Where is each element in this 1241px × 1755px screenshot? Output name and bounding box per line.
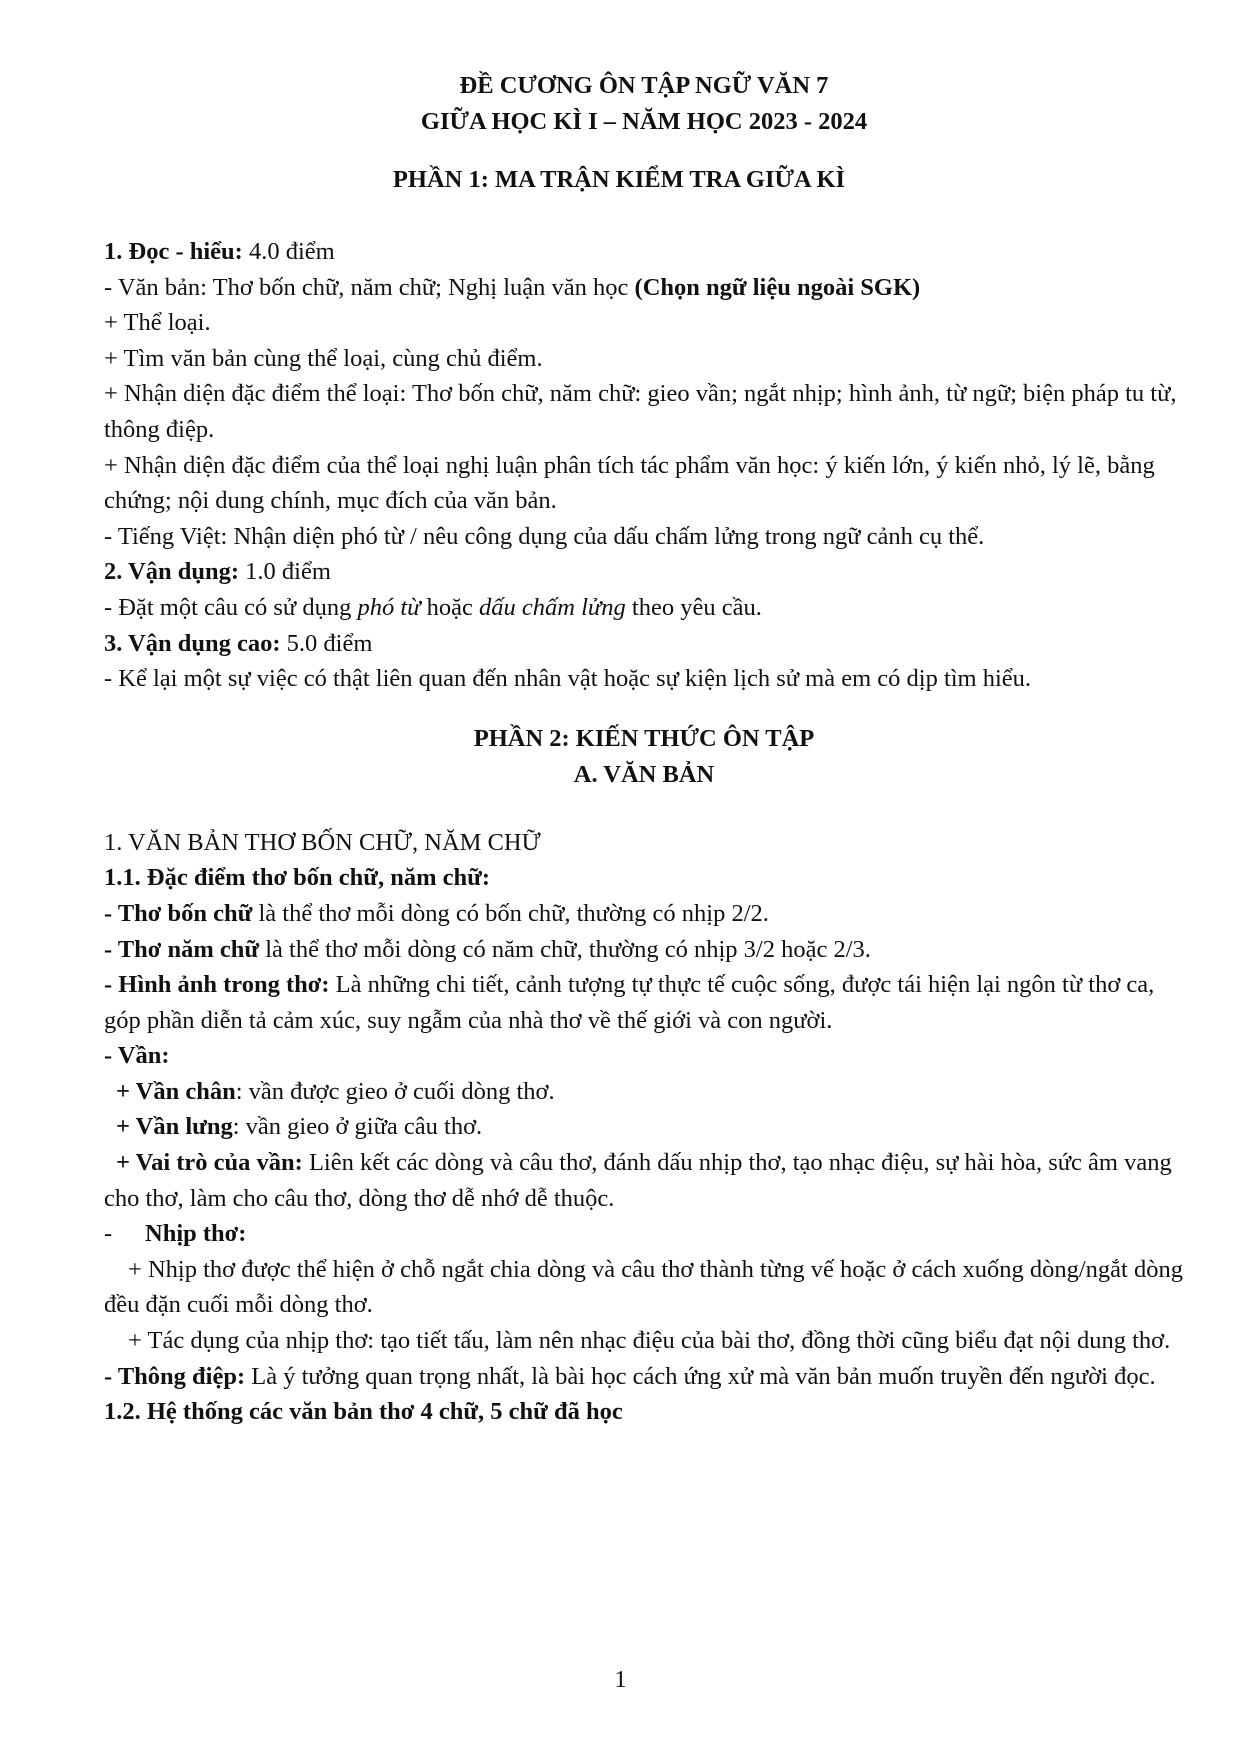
van-dung-cao-label: 3. Vận dụng cao: [104,629,281,657]
tieng-viet-line: - Tiếng Việt: Nhận diện phó từ / nêu công dụng của dấu chấm lửng trong ngữ cảnh cụ thể. [104,522,985,550]
nhan-dien-nghi-luan-paragraph: + Nhận diện đặc điểm của thể loại nghị luận phân tích tác phẩm văn học: ý kiến lớn, ý kiến nhỏ, lý lẽ, bằng chứng; nội dung chính, mục đích của văn bản. [104,451,1155,515]
vai-tro-label: + Vai trò của vần: [116,1149,303,1177]
ke-lai-line: - Kể lại một sự việc có thật liên quan đến nhân vật hoặc sự kiện lịch sử mà em có dịp tìm hiểu. [104,665,1032,693]
document-title-line1: ĐỀ CƯƠNG ÔN TẬP NGỮ VĂN 7 [459,72,829,99]
document-content [104,68,1184,1430]
thong-diep-paragraph [104,1359,1184,1395]
van-label: - Vần: [104,1042,170,1070]
dat-cau-line [104,590,1184,626]
hinh-anh-paragraph [104,967,1184,1038]
dat-cau-text-3: theo yêu cầu. [625,593,762,621]
van-dung-label: 2. Vận dụng: [104,558,240,586]
van-lung-line [104,1109,1184,1145]
tho-bon-chu-label: - Thơ bốn chữ [104,899,253,927]
van-dung-score: 1.0 điểm [239,558,331,586]
vai-tro-text: Liên kết các dòng và câu thơ, đánh dấu nhịp thơ, tạo nhạc điệu, sự hài hòa, sức âm vang cho thơ, làm cho câu thơ, dòng thơ dễ nhớ dễ thuộc. [104,1149,1172,1212]
van-dung-cao-score: 5.0 điểm [280,629,373,657]
part2-subheading: A. VĂN BẢN [573,760,715,788]
hinh-anh-text: Là những chi tiết, cảnh tượng tự thực tế cuộc sống, được tái hiện lại ngôn từ thơ ca, góp phần diễn tả cảm xúc, suy ngẫm của nhà thơ về thế giới và con người. [104,971,1155,1034]
van-chan-text: : vần được gieo ở cuối dòng thơ. [235,1077,555,1105]
tho-bon-chu-line [104,896,1184,932]
nhip-tho-paragraph-1 [104,1252,1184,1323]
subsection-1-1-title: 1.1. Đặc điểm thơ bốn chữ, năm chữ: [104,864,490,892]
nhip-tho-line [104,1216,1184,1252]
nhip-tho-dash: - [104,1220,113,1248]
part1-heading: PHẦN 1: MA TRẬN KIỂM TRA GIỮA KÌ [392,166,846,193]
section1-title: 1. VĂN BẢN THƠ BỐN CHỮ, NĂM CHỮ [104,828,541,856]
doc-hieu-line [104,234,1184,270]
van-ban-line [104,270,1184,306]
nhip-tho-text-1: + Nhịp thơ được thể hiện ở chỗ ngắt chia dòng và câu thơ thành từng vế hoặc ở cách xuống dòng/ngắt dòng đều đặn cuối mỗi dòng thơ. [104,1255,1183,1319]
tim-van-ban-line: + Tìm văn bản cùng thể loại, cùng chủ điểm. [104,344,543,372]
doc-hieu-label: 1. Đọc - hiểu: [104,238,243,265]
nhip-tho-label: Nhịp thơ: [145,1220,247,1248]
tho-nam-chu-text: là thể thơ mỗi dòng có năm chữ, thường có nhịp 3/2 hoặc 2/3. [259,935,871,963]
tho-bon-chu-text: là thể thơ mỗi dòng có bốn chữ, thường có nhịp 2/2. [252,899,769,927]
van-lung-text: : vần gieo ở giữa câu thơ. [232,1113,483,1141]
vai-tro-paragraph [104,1145,1184,1216]
van-ban-text: - Văn bản: Thơ bốn chữ, năm chữ; Nghị luận văn học [104,273,635,301]
subsection-1-2-title: 1.2. Hệ thống các văn bản thơ 4 chữ, 5 chữ đã học [104,1398,623,1426]
part2-heading: PHẦN 2: KIẾN THỨC ÔN TẬP [473,724,815,752]
nhip-tho-text-2: + Tác dụng của nhịp thơ: tạo tiết tấu, làm nên nhạc điệu của bài thơ, đồng thời cũng biểu đạt nội dung thơ. [128,1327,1171,1355]
nhan-dien-tho-paragraph: + Nhận diện đặc điểm thể loại: Thơ bốn chữ, năm chữ: gieo vần; ngắt nhịp; hình ảnh, từ ngữ; biện pháp tu từ, thông điệp. [104,380,1177,443]
the-loai-line: + Thể loại. [104,309,211,337]
van-chan-label: + Vần chân [116,1077,236,1105]
tho-nam-chu-line [104,932,1184,968]
dat-cau-dau-cham-lung: dấu chấm lửng [479,593,626,621]
document-title-line2: GIỮA HỌC KÌ I – NĂM HỌC 2023 - 2024 [420,108,868,135]
tho-nam-chu-label: - Thơ năm chữ [104,935,260,963]
van-ban-note: (Chọn ngữ liệu ngoài SGK) [634,273,921,301]
doc-hieu-score: 4.0 điểm [242,238,335,265]
thong-diep-text: Là ý tưởng quan trọng nhất, là bài học cách ứng xử mà văn bản muốn truyền đến người đọc. [245,1362,1156,1390]
dat-cau-pho-tu: phó từ [357,593,421,621]
hinh-anh-label: - Hình ảnh trong thơ: [104,971,330,999]
thong-diep-label: - Thông điệp: [104,1362,246,1390]
dat-cau-text-1: - Đặt một câu có sử dụng [104,593,358,621]
van-dung-line [104,554,1184,590]
van-lung-label: + Vần lưng [116,1113,233,1141]
van-chan-line [104,1074,1184,1110]
van-dung-cao-line [104,626,1184,662]
nhip-tho-paragraph-2 [104,1323,1184,1359]
page-number: 1 [614,1666,627,1693]
dat-cau-text-2: hoặc [420,593,480,621]
